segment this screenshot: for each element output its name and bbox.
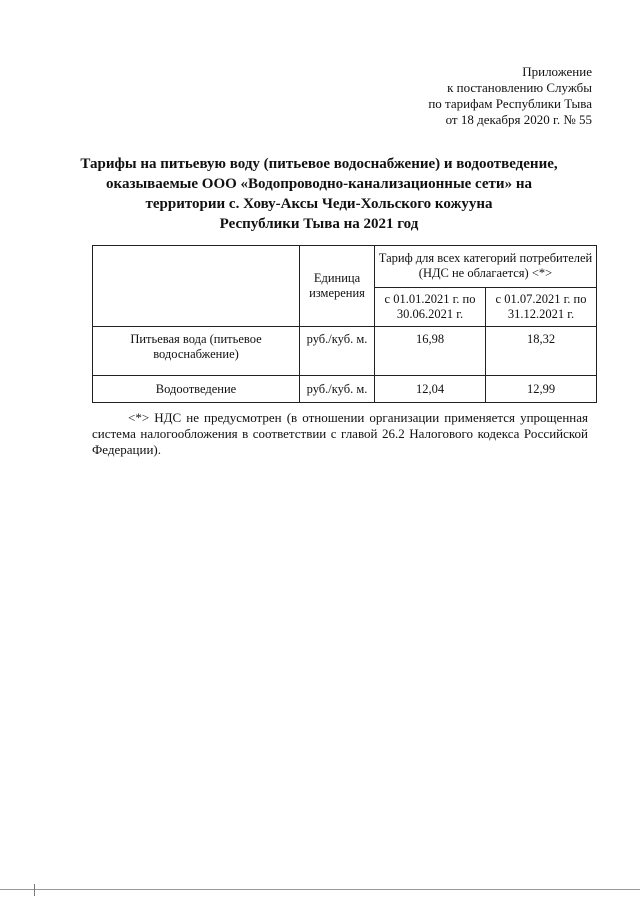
appendix-line: от 18 декабря 2020 г. № 55 [445,112,592,127]
header-tariff-cell: Тариф для всех категорий потребителей (НДС не облагается) <*> [375,246,597,288]
appendix-line: к постановлению Службы [447,80,592,95]
header-period-1: с 01.01.2021 г. по 30.06.2021 г. [375,287,486,327]
scan-border-line [0,889,640,890]
scan-mark [34,884,35,896]
footnote: <*> НДС не предусмотрен (в отношении организации применяется упрощенная система налогообложения в соответствии с главой 26.2 Налогового кодекса Российской Федерации). [92,410,588,457]
appendix-line: Приложение [522,64,592,79]
unit-cell: руб./куб. м. [300,376,375,403]
price-cell: 12,99 [486,376,597,403]
title-line: территории с. Хову-Аксы Чеди-Хольского кожууна [145,196,493,212]
header-unit-cell: Единица измерения [300,246,375,327]
price-cell: 16,98 [375,327,486,376]
header-period-2: с 01.07.2021 г. по 31.12.2021 г. [486,287,597,327]
document-title [60,154,578,234]
price-cell: 18,32 [486,327,597,376]
tariff-table [92,245,597,403]
title-line: Республики Тыва на 2021 год [219,216,419,232]
service-cell: Питьевая вода (питьевое водоснабжение) [93,327,300,376]
table-row [93,376,597,403]
title-line: оказываемые ООО «Водопроводно-канализационные сети» на [106,176,532,192]
service-cell: Водоотведение [93,376,300,403]
appendix-line: по тарифам Республики Тыва [428,96,592,111]
header-service-cell [93,246,300,327]
table-row [93,327,597,376]
price-cell: 12,04 [375,376,486,403]
title-line: Тарифы на питьевую воду (питьевое водоснабжение) и водоотведение, [80,156,558,172]
unit-cell: руб./куб. м. [300,327,375,376]
appendix-header [428,64,592,128]
